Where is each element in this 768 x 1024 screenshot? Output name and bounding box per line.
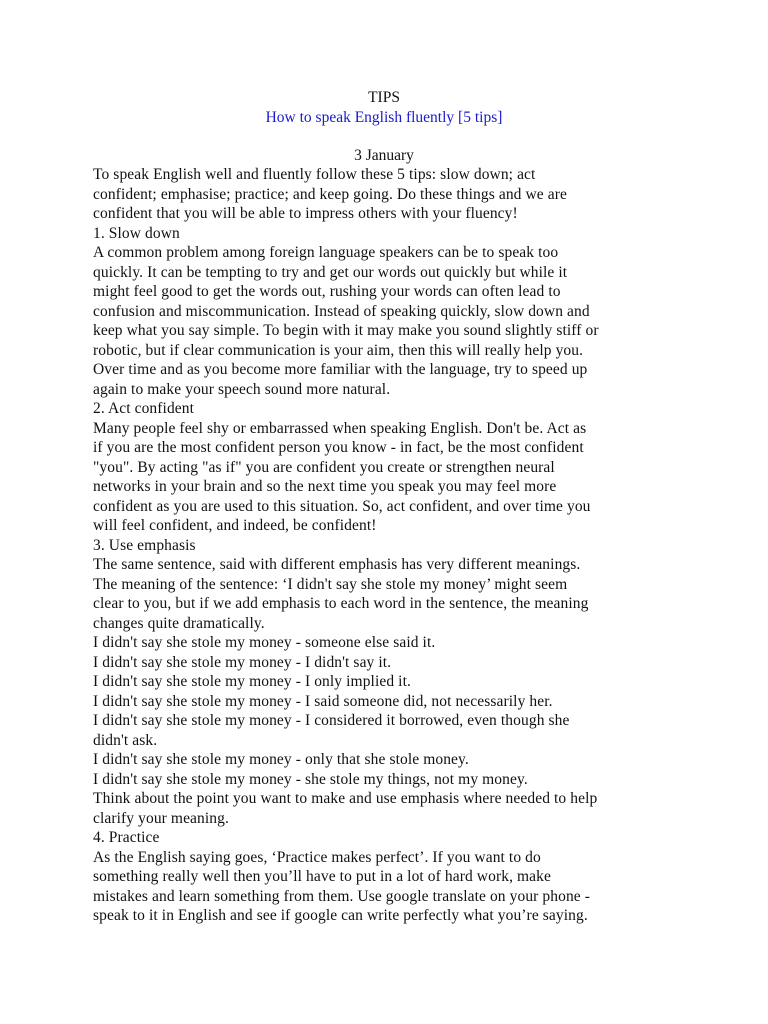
body-line: might feel good to get the words out, rushing your words can often lead to <box>93 283 561 300</box>
body-line: 1. Slow down <box>93 224 180 242</box>
body-line: The meaning of the sentence: ‘I didn't say she stole my money’ might seem <box>93 575 568 593</box>
body-line: 2. Act confident <box>93 400 195 417</box>
body-line: Think about the point you want to make and use emphasis where needed to help <box>93 790 598 807</box>
body-line: Many people feel shy or embarrassed when speaking English. Don't be. Act as <box>93 419 587 437</box>
body-line: I didn't say she stole my money - I considered it borrowed, even though she <box>93 712 570 729</box>
section-label: TIPS <box>368 89 400 106</box>
body-line: robotic, but if clear communication is your aim, then this will really help you. <box>93 341 584 359</box>
body-line: I didn't say she stole my money - only that she stole money. <box>93 751 469 768</box>
body-line: I didn't say she stole my money - I said someone did, not necessarily her. <box>93 692 553 710</box>
body-line: networks in your brain and so the next time you speak you may feel more <box>93 478 557 495</box>
body-line: A common problem among foreign language speakers can be to speak too <box>93 244 559 261</box>
body-line: I didn't say she stole my money - I didn't say it. <box>93 653 392 671</box>
body-line: 4. Practice <box>93 829 160 846</box>
body-line: speak to it in English and see if google can write perfectly what you’re saying. <box>93 907 588 924</box>
body-line: will feel confident, and indeed, be confident! <box>93 517 377 534</box>
body-line: The same sentence, said with different emphasis has very different meanings. <box>93 556 581 573</box>
body-line: Over time and as you become more familiar with the language, try to speed up <box>93 361 588 378</box>
body-line: didn't ask. <box>93 731 158 749</box>
body-line: I didn't say she stole my money - I only implied it. <box>93 673 411 690</box>
body-line: confident as you are used to this situation. So, act confident, and over time you <box>93 497 591 515</box>
document-date: 3 January <box>354 147 414 164</box>
body-line: mistakes and learn something from them. Use google translate on your phone - <box>93 887 591 905</box>
body-line: again to make your speech sound more natural. <box>93 380 391 398</box>
body-line: clear to you, but if we add emphasis to each word in the sentence, the meaning <box>93 595 589 612</box>
body-line: confident; emphasise; practice; and keep going. Do these things and we are <box>93 185 567 203</box>
body-line: confusion and miscommunication. Instead of speaking quickly, slow down and <box>93 302 590 320</box>
body-line: As the English saying goes, ‘Practice makes perfect’. If you want to do <box>93 848 541 866</box>
body-line: "you". By acting "as if" you are confident you create or strengthen neural <box>93 458 555 476</box>
body-line: changes quite dramatically. <box>93 614 265 632</box>
body-line: something really well then you’ll have to put in a lot of hard work, make <box>93 868 551 885</box>
body-line: I didn't say she stole my money - someone else said it. <box>93 634 436 651</box>
document-body <box>93 165 693 926</box>
body-line: quickly. It can be tempting to try and get our words out quickly but while it <box>93 263 568 281</box>
document-title: How to speak English fluently [5 tips] <box>265 109 503 126</box>
body-line: 3. Use emphasis <box>93 536 196 554</box>
body-line: clarify your meaning. <box>93 809 229 827</box>
body-line: To speak English well and fluently follow these 5 tips: slow down; act <box>93 166 536 183</box>
body-line: if you are the most confident person you know - in fact, be the most confident <box>93 439 584 456</box>
body-line: keep what you say simple. To begin with it may make you sound slightly stiff or <box>93 322 599 339</box>
body-line: I didn't say she stole my money - she stole my things, not my money. <box>93 770 528 788</box>
body-line: confident that you will be able to impress others with your fluency! <box>93 205 518 222</box>
